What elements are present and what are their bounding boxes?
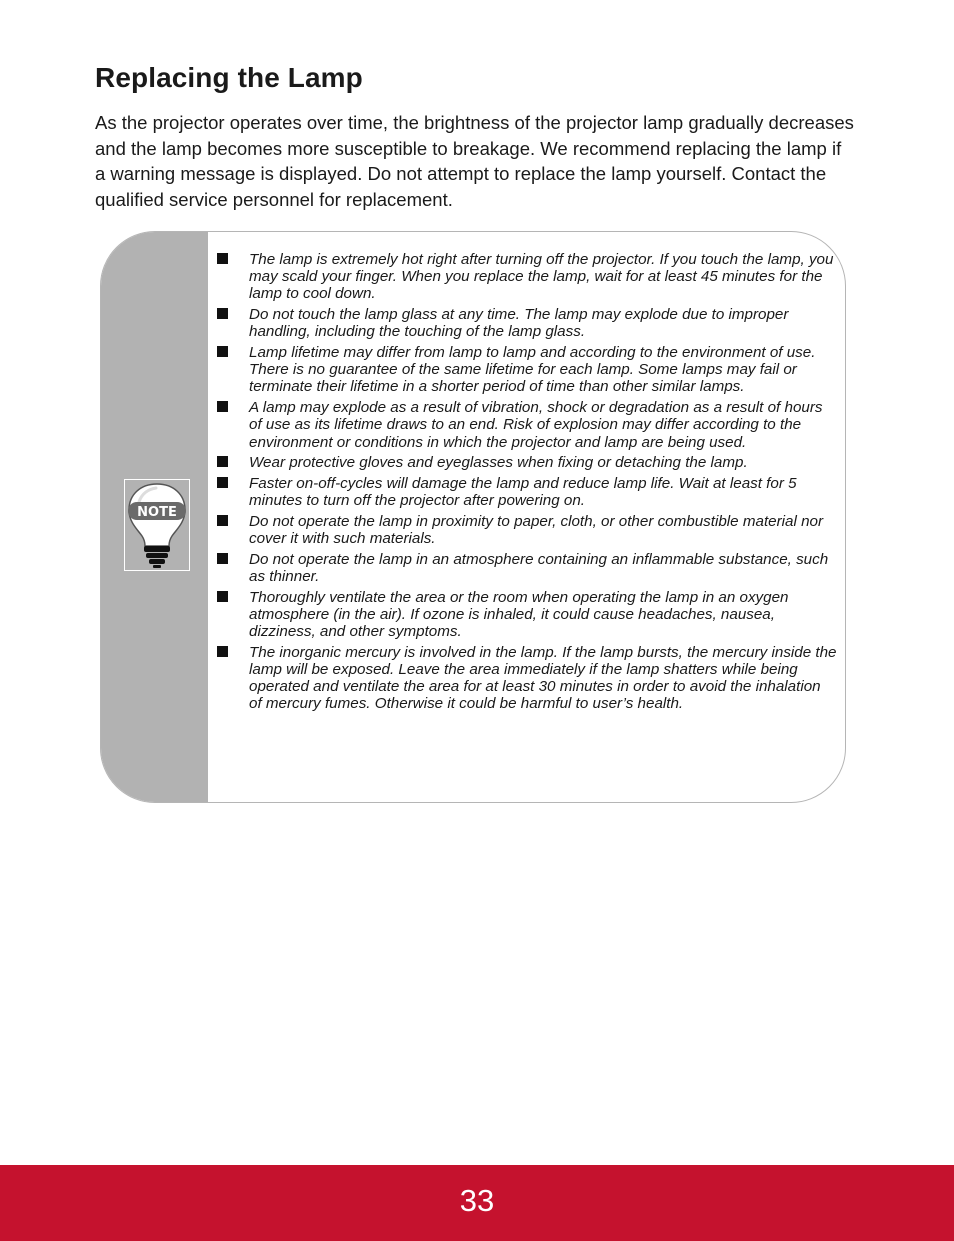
- square-bullet-icon: [217, 401, 228, 412]
- note-lightbulb-icon: [125, 480, 189, 570]
- note-box: [100, 231, 846, 803]
- intro-paragraph: As the projector operates over time, the brightness of the projector lamp gradually decreases and the lamp becomes more susceptible to breakage. We recommend replacing the lamp if a warning message is displayed. Do not attempt to replace the lamp yourself. Contact the qualified service personnel for replacement.: [95, 112, 854, 210]
- note-item: [215, 644, 837, 713]
- note-item: [215, 475, 837, 509]
- note-item-text: Thoroughly ventilate the area or the room when operating the lamp in an oxygen atmosphere (in the air). If ozone is inhaled, it could cause headaches, nausea, dizziness, and other symptoms.: [249, 588, 789, 641]
- note-list: [215, 251, 837, 716]
- note-item-text: A lamp may explode as a result of vibration, shock or degradation as a result of hours of use as its lifetime draws to an end. Risk of explosion may differ according to the environment or conditions in which the projector and lamp are being used.: [249, 399, 823, 451]
- note-icon-frame: [124, 479, 190, 571]
- note-item-text: Do not operate the lamp in an atmosphere containing an inflammable substance, such as thinner.: [249, 550, 829, 585]
- note-item: [215, 399, 837, 451]
- square-bullet-icon: [217, 477, 228, 488]
- square-bullet-icon: [217, 456, 228, 467]
- note-item-text: Faster on-off-cycles will damage the lamp and reduce lamp life. Wait at least for 5 minutes to turn off the projector after powering on.: [249, 474, 797, 510]
- note-item-text: Lamp lifetime may differ from lamp to lamp and according to the environment of use. There is no guarantee of the same lifetime for each lamp. Some lamps may fail or terminate their lifetime in a shorter period of time than other similar lamps.: [249, 344, 816, 396]
- page-title: Replacing the Lamp: [95, 62, 363, 93]
- note-item-text: Wear protective gloves and eyeglasses when fixing or detaching the lamp.: [249, 454, 748, 472]
- square-bullet-icon: [217, 346, 228, 357]
- note-item: [215, 551, 837, 585]
- note-item: [215, 344, 837, 396]
- note-item: [215, 513, 837, 547]
- note-item: [215, 589, 837, 641]
- square-bullet-icon: [217, 553, 228, 564]
- square-bullet-icon: [217, 308, 228, 319]
- note-sidebar: [101, 232, 208, 802]
- note-icon-label: NOTE: [137, 505, 177, 520]
- page-number: 33: [459, 1183, 495, 1218]
- note-item-text: Do not operate the lamp in proximity to paper, cloth, or other combustible material nor cover it with such materials.: [249, 512, 824, 548]
- note-item: [215, 306, 837, 340]
- square-bullet-icon: [217, 591, 228, 602]
- note-item-text: The lamp is extremely hot right after turning off the projector. If you touch the lamp, you may scald your finger. When you replace the lamp, wait for at least 45 minutes for the lamp to cool down.: [249, 251, 834, 303]
- note-item-text: The inorganic mercury is involved in the lamp. If the lamp bursts, the mercury inside the lamp will be exposed. Leave the area immediately if the lamp shatters while being operated and ventilate the area for at least 30 minutes in order to avoid the inhalation of mercury fumes. Otherwise it could be harmful to user’s health.: [249, 643, 837, 713]
- note-item: [215, 454, 837, 471]
- square-bullet-icon: [217, 515, 228, 526]
- note-item: [215, 251, 837, 303]
- square-bullet-icon: [217, 646, 228, 657]
- square-bullet-icon: [217, 253, 228, 264]
- note-item-text: Do not touch the lamp glass at any time. The lamp may explode due to improper handling, including the touching of the lamp glass.: [249, 306, 789, 341]
